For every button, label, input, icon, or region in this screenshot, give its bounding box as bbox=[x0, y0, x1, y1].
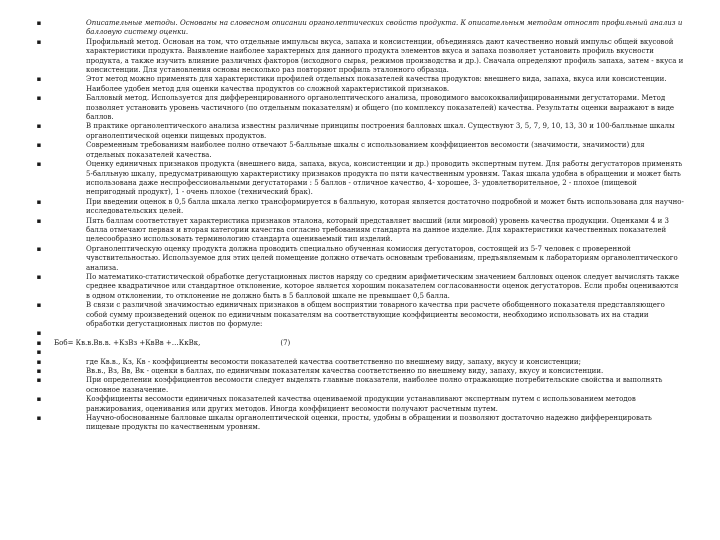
list-item bbox=[34, 376, 684, 395]
paragraph-text: При введении оценок в 0,5 балла шкала легко трансформируется в балльную, которая является достаточно подробной и может быть использована для научно-исследовательских целей. bbox=[86, 197, 684, 216]
bullet-icon: ▪ bbox=[36, 141, 42, 150]
paragraph-text: По математико-статистической обработке дегустационных листов наряду со средним арифметическим значением балловых оценок следует вычислять также среднее квадратичное или стандартное отклонение, которое является хорошим показателем согласованности оценок дегустаторов. Если пробы оцениваются в одном отклонении, то отклонение не должно быть в 5 балловой шкале не превышает 0,5 балла. bbox=[86, 272, 680, 300]
bullet-icon: ▪ bbox=[36, 19, 42, 27]
bullet-icon: ▪ bbox=[36, 348, 42, 357]
bullet-icon: ▪ bbox=[36, 122, 42, 131]
list-item bbox=[34, 273, 684, 301]
bullet-icon: ▪ bbox=[36, 329, 42, 338]
bullet-icon: ▪ bbox=[36, 37, 42, 46]
bullet-icon: ▪ bbox=[36, 216, 42, 225]
bullet-icon: ▪ bbox=[36, 414, 42, 423]
paragraph-text: В практике органолептического анализа известны различные принципы построения балловых шкал. Существуют 3, 5, 7, 9, 10, 13, 30 и 100-балльные шкалы органолептической оценки пищевых продуктов. bbox=[86, 122, 675, 140]
paragraph-text: Описательные методы. Основаны на словесном описании органолептических свойств продукта. К описательным методам относят профильный анализ и балловую систему оценки. bbox=[86, 19, 683, 37]
paragraph-text: Органолептическую оценку продукта должна проводить специально обученная комиссия дегустаторов, состоящей из 5-7 человек с проверенной чувствительностью. Используемое для этих целей помещение должно отвечать основным требованиям, предъявляемым к лабораториям органолептического анализа. bbox=[86, 244, 678, 272]
paragraph-text: В связи с различной значимостью единичных признаков в общем восприятии товарного качества при расчете обобщенного показателя представляющего собой сумму произведений оценок по единичным показателям на соответствующие коэффициенты весомости, необходимо использовать их на стадии обработки дегустационных листов по формуле: bbox=[86, 301, 665, 328]
bullet-icon: ▪ bbox=[36, 94, 42, 103]
list-item bbox=[34, 94, 684, 122]
bullet-icon: ▪ bbox=[36, 301, 42, 310]
bullet-icon: ▪ bbox=[36, 75, 42, 84]
list-item bbox=[34, 141, 684, 160]
paragraph-text: Коэффициенты весомости единичных показателей качества оцениваемой продукции устанавливают экспертным путем с использованием методов ранжирования, оценивания или других методов. Иногда коэффициент весомости получают расчетным путем. bbox=[86, 395, 636, 413]
list-item bbox=[34, 367, 684, 376]
paragraph-text: Оценку единичных признаков продукта (внешнего вида, запаха, вкуса, консистенции и др.) проводить экспертным путем. Для работы дегустаторов применять 5-балльную шкалу, предусматривающую характеристику признаков продукта по пяти качественным уровням. Такая шкала удобна в обращении и может быть использована даже неспрофессиональными дегустаторами : 5 баллов - отличное качество, 4- хорошее, 3- удовлетворительное, 2 - плохое (пищевой непригодный продукт), 1 - очень плохое (технический брак). bbox=[86, 160, 683, 197]
bullet-icon: ▪ bbox=[36, 357, 42, 366]
paragraph-text: Научно-обоснованные балловые шкалы органолептической оценки, просты, удобны в обращении и позволяют достаточно надежно дифференцировать пищевые продукты по качественным уровням. bbox=[86, 414, 652, 432]
formula-line bbox=[54, 339, 684, 348]
bullet-icon: ▪ bbox=[36, 376, 42, 385]
paragraph-text: Пять баллам соответствует характеристика признаков эталона, который представляет высший (или мировой) уровень качества продукции. Оценками 4 и 3 балла отмечают первая и вторая категории качества согласно требованиям стандарта на данное изделие. Для характеристики качественных показателей целесообразно использовать терминологию стандарта оцениваемый тип изделий. bbox=[86, 216, 670, 244]
bullet-icon: ▪ bbox=[36, 197, 42, 206]
paragraph-text: При определении коэффициентов весомости следует выделять главные показатели, наиболее полно отражающие потребительские свойства и выполнять основное назначение. bbox=[86, 376, 663, 394]
formula-number: (7) bbox=[280, 338, 291, 347]
list-item bbox=[34, 329, 684, 338]
bullet-icon: ▪ bbox=[36, 244, 42, 253]
list-item bbox=[34, 245, 684, 273]
bullet-icon: ▪ bbox=[36, 272, 42, 281]
bullet-icon: ▪ bbox=[36, 395, 42, 404]
list-item bbox=[34, 348, 684, 357]
list-item bbox=[34, 19, 684, 38]
paragraph-text: Этот метод можно применять для характеристики профилей отдельных показателей качества продуктов: внешнего вида, запаха, вкуса или консистенции. Наиболее удобен метод для оценки качества продуктов со сложной характеристикой признаков. bbox=[86, 75, 667, 93]
list-item bbox=[34, 122, 684, 141]
list-item bbox=[34, 414, 684, 433]
bullet-icon: ▪ bbox=[36, 160, 42, 169]
paragraph-text: где Кв.в., Кз, Кв - коэффициенты весомости показателей качества соответственно по внешнему виду, запаху, вкусу и консистенции; bbox=[86, 357, 581, 366]
list-item bbox=[34, 301, 684, 329]
list-item bbox=[34, 38, 684, 76]
list-item bbox=[34, 395, 684, 414]
paragraph-text: Вв.в., Вз, Вв, Вк - оценки в баллах, по единичным показателям качества соответственно по внешнему виду, запаху, вкусу и консистенции. bbox=[86, 367, 604, 375]
formula-text: Боб= Кв.в.Вв.в. +КзВз +КвВв +…КкВк, bbox=[54, 338, 201, 347]
paragraph-text: Балловый метод. Используется для дифференцированного органолептического анализа, проводимого высококвалифицированными дегустаторами. Метод позволяет установить уровень частичного (по отдельным показателям) и общего (по комплексу показателей) качества. Результаты оценки выражают в виде баллов. bbox=[86, 94, 675, 122]
list-item bbox=[34, 217, 684, 245]
list-item bbox=[34, 358, 684, 367]
bullet-list bbox=[34, 19, 684, 433]
paragraph-text: Современным требованиям наиболее полно отвечают 5-балльные шкалы с использованием коэффициентов весомости (значимости, значимости) для отдельных показателей качества. bbox=[86, 141, 645, 159]
list-item bbox=[34, 339, 684, 348]
bullet-icon: ▪ bbox=[36, 338, 42, 347]
bullet-icon: ▪ bbox=[36, 367, 42, 375]
list-item bbox=[34, 198, 684, 217]
list-item bbox=[34, 160, 684, 198]
list-item bbox=[34, 75, 684, 94]
paragraph-text: Профильный метод. Основан на том, что отдельные импульсы вкуса, запаха и консистенции, объединяясь дают качественно новый импульс общей вкусовой характеристики продукта. Выявление наиболее характерных для данного продукта элементов вкуса и запаха позволяет установить профиль вкусности продукта, а также изучить влияние различных факторов (исходного сырья, режимов производства и др.). Сначала определяют профиль запаха, затем - вкуса и консистенции. Для установления основы несколько раз повторяют профиль эталонного образца. bbox=[86, 37, 684, 75]
